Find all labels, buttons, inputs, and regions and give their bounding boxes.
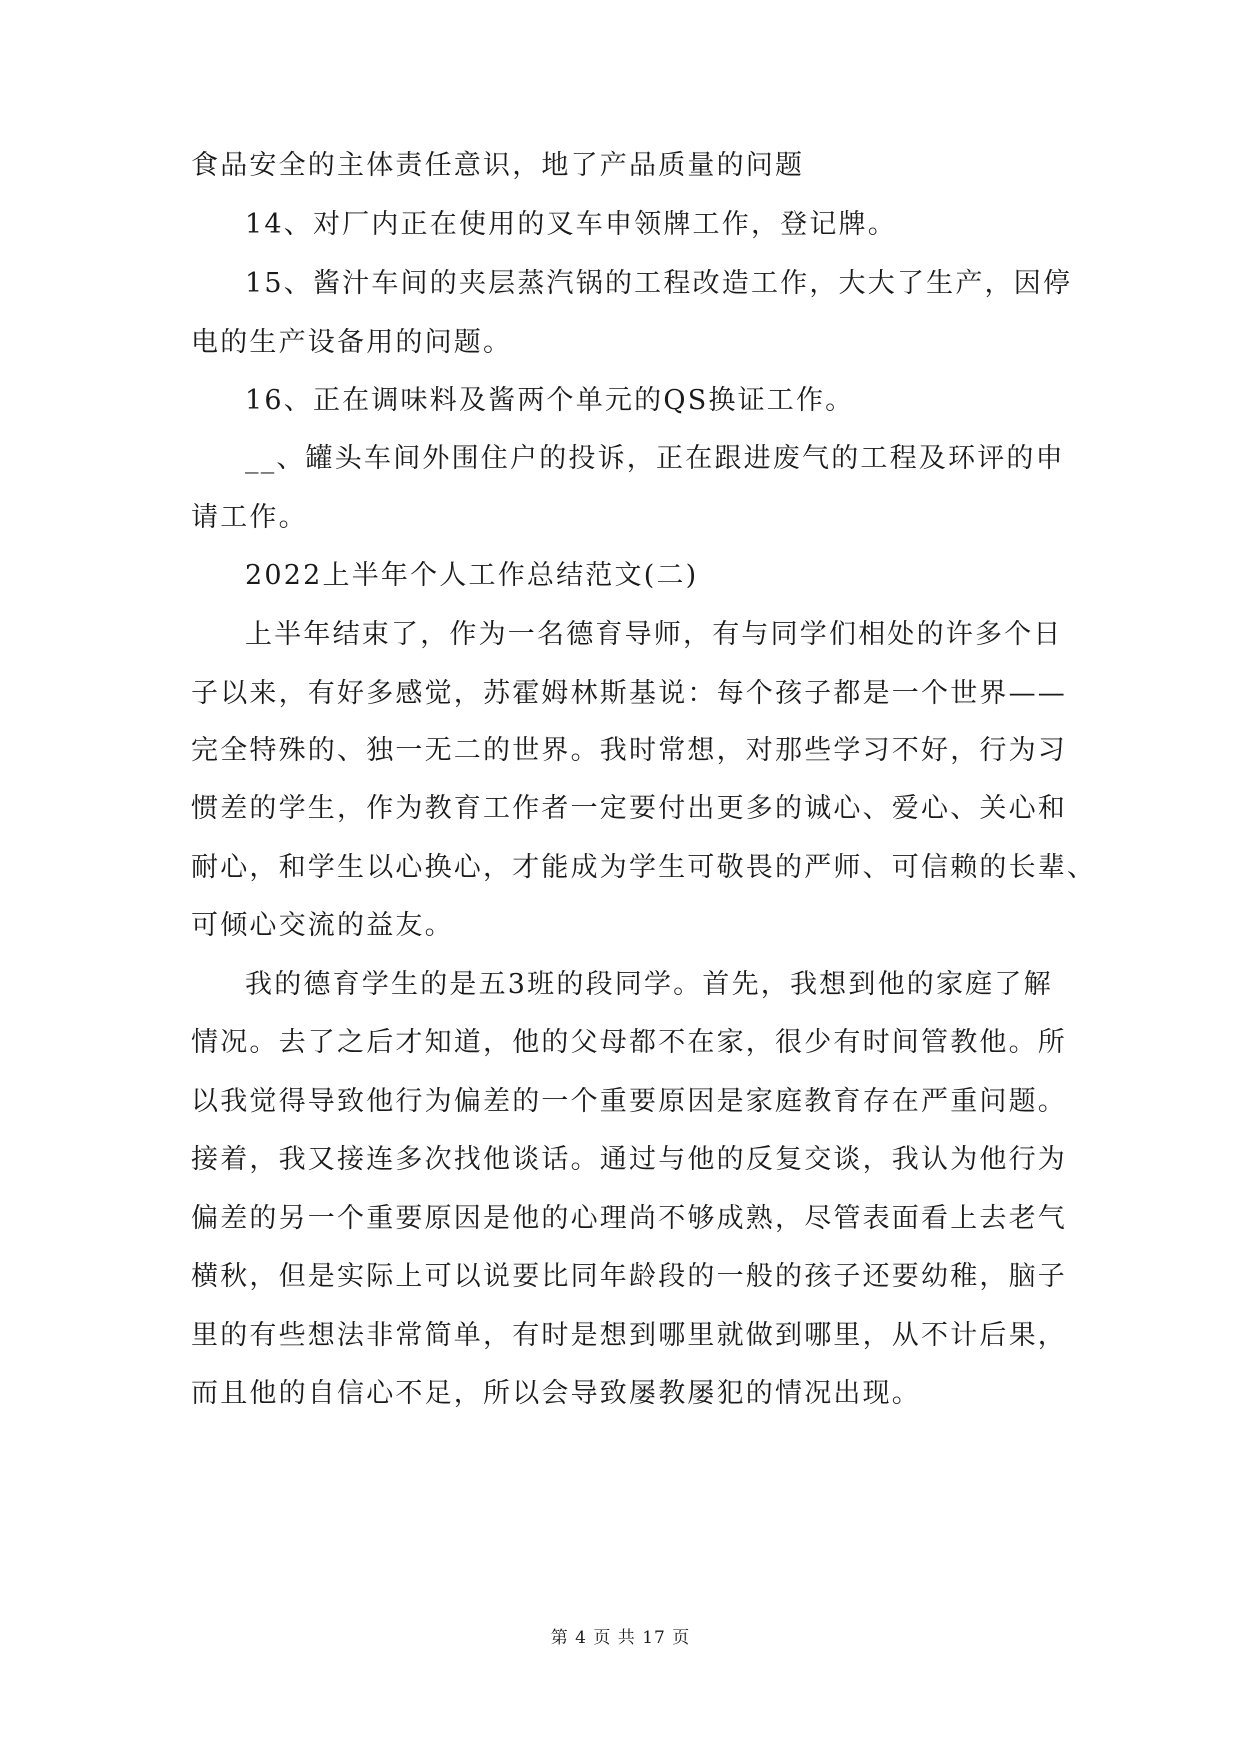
- text-line-1: 食品安全的主体责任意识，地了产品质量的问题: [191, 150, 805, 181]
- paragraph-2-line-2: 情况。去了之后才知道，他的父母都不在家，很少有时间管教他。所: [191, 1027, 1067, 1058]
- paragraph-2-line-1: 我的德育学生的是五3班的段同学。首先，我想到他的家庭了解: [245, 969, 1053, 1000]
- paragraph-1-line-4: 惯差的学生，作为教育工作者一定要付出更多的诚心、爱心、关心和: [191, 793, 1067, 824]
- paragraph-2-line-5: 偏差的另一个重要原因是他的心理尚不够成熟，尽管表面看上去老气: [191, 1203, 1067, 1234]
- list-item-15: 15、酱汁车间的夹层蒸汽锅的工程改造工作，大大了生产，因停: [245, 268, 1073, 299]
- paragraph-1-line-5: 耐心，和学生以心换心，才能成为学生可敬畏的严师、可信赖的长辈、: [191, 852, 1097, 883]
- paragraph-1-line-6: 可倾心交流的益友。: [191, 910, 454, 941]
- text-line-7: 请工作。: [191, 502, 308, 533]
- paragraph-1-line-2: 子以来，有好多感觉，苏霍姆林斯基说：每个孩子都是一个世界——: [191, 678, 1067, 709]
- paragraph-1-line-1: 上半年结束了，作为一名德育导师，有与同学们相处的许多个日: [245, 619, 1063, 650]
- text-line-4: 电的生产设备用的问题。: [191, 327, 513, 358]
- paragraph-2-line-6: 横秋，但是实际上可以说要比同年龄段的一般的孩子还要幼稚，脑子: [191, 1261, 1067, 1292]
- paragraph-2-line-7: 里的有些想法非常简单，有时是想到哪里就做到哪里，从不计后果，: [191, 1320, 1067, 1351]
- list-item-16: 16、正在调味料及酱两个单元的QS换证工作。: [245, 385, 855, 416]
- paragraph-2-line-4: 接着，我又接连多次找他谈话。通过与他的反复交谈，我认为他行为: [191, 1144, 1067, 1175]
- page-number-footer: 第 4 页 共 17 页: [550, 1628, 691, 1648]
- paragraph-1-line-3: 完全特殊的、独一无二的世界。我时常想，对那些学习不好，行为习: [191, 735, 1067, 766]
- paragraph-2-line-8: 而且他的自信心不足，所以会导致屡教屡犯的情况出现。: [191, 1378, 921, 1409]
- section-heading: 2022上半年个人工作总结范文(二): [245, 560, 699, 591]
- paragraph-2-line-3: 以我觉得导致他行为偏差的一个重要原因是家庭教育存在严重问题。: [191, 1086, 1067, 1117]
- list-item-14: 14、对厂内正在使用的叉车申领牌工作，登记牌。: [245, 209, 897, 240]
- list-item-blank: __、罐头车间外围住户的投诉，正在跟进废气的工程及环评的申: [245, 443, 1065, 474]
